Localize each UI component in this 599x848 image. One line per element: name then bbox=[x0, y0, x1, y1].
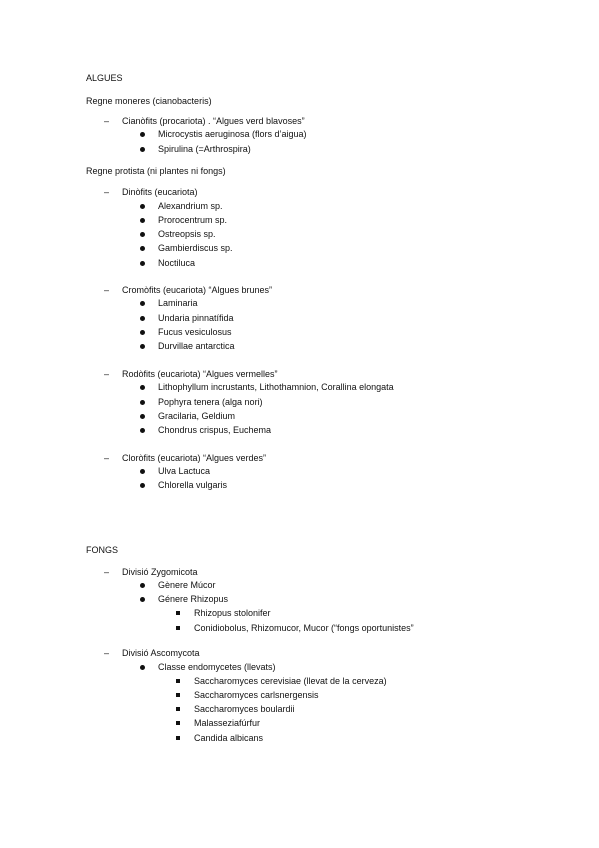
list-item: Undaria pinnatífida bbox=[158, 313, 234, 323]
dash-marker bbox=[104, 567, 109, 578]
square-bullet-icon bbox=[176, 721, 180, 725]
sub-list-item: Rhizopus stolonifer bbox=[194, 608, 271, 618]
list-item: Fucus vesiculosus bbox=[158, 327, 232, 337]
bullet-icon bbox=[140, 301, 145, 306]
sub-list-item: Candida albicans bbox=[194, 733, 264, 743]
group-label-rodofits: Rodòfits (eucariota) “Algues vermelles” bbox=[122, 369, 278, 379]
bullet-icon bbox=[140, 414, 145, 419]
group-label-zygomicota: Divisió Zygomicota bbox=[122, 567, 198, 577]
bullet-icon bbox=[140, 261, 145, 266]
square-bullet-icon bbox=[176, 693, 180, 697]
section-heading-algues: ALGUES bbox=[86, 73, 123, 83]
bullet-icon bbox=[140, 665, 145, 670]
section-heading-fongs: FONGS bbox=[86, 545, 119, 555]
list-item: Durvillae antarctica bbox=[158, 341, 235, 351]
list-item: Microcystis aeruginosa (flors d’aigua) bbox=[158, 129, 307, 139]
square-bullet-icon bbox=[176, 707, 180, 711]
bullet-icon bbox=[140, 218, 145, 223]
bullet-icon bbox=[140, 132, 145, 137]
list-item: Noctiluca bbox=[158, 258, 196, 268]
list-item: Ostreopsis sp. bbox=[158, 229, 216, 239]
kingdom-heading-protista: Regne protista (ni plantes ni fongs) bbox=[86, 166, 226, 176]
list-item: Alexandrium sp. bbox=[158, 201, 223, 211]
square-bullet-icon bbox=[176, 611, 180, 615]
list-item: Chondrus crispus, Euchema bbox=[158, 425, 272, 435]
square-bullet-icon bbox=[176, 679, 180, 683]
group-label-dinofits: Dinòfits (eucariota) bbox=[122, 187, 198, 197]
bullet-icon bbox=[140, 232, 145, 237]
list-item: Gambierdiscus sp. bbox=[158, 243, 233, 253]
dash-marker bbox=[104, 369, 109, 380]
bullet-icon bbox=[140, 385, 145, 390]
bullet-icon bbox=[140, 246, 145, 251]
list-item: Prorocentrum sp. bbox=[158, 215, 228, 225]
group-label-cianofits: Cianòfits (procariota) . “Algues verd blavoses” bbox=[122, 116, 305, 126]
list-item: Spirulina (=Arthrospira) bbox=[158, 144, 251, 154]
kingdom-heading-moneres: Regne moneres (cianobacteris) bbox=[86, 96, 212, 106]
square-bullet-icon bbox=[176, 736, 180, 740]
list-item: Chlorella vulgaris bbox=[158, 480, 228, 490]
group-label-cromofits: Cromòfits (eucariota) “Algues brunes” bbox=[122, 285, 273, 295]
sub-list-item: Malasseziafúrfur bbox=[194, 718, 261, 728]
list-item: Gracilaria, Geldium bbox=[158, 411, 236, 421]
bullet-icon bbox=[140, 469, 145, 474]
bullet-icon bbox=[140, 597, 145, 602]
square-bullet-icon bbox=[176, 626, 180, 630]
group-label-ascomycota: Divisió Ascomycota bbox=[122, 648, 200, 658]
dash-marker bbox=[104, 116, 109, 127]
dash-marker bbox=[104, 187, 109, 198]
bullet-icon bbox=[140, 344, 145, 349]
sub-list-item: Saccharomyces boulardii bbox=[194, 704, 295, 714]
bullet-icon bbox=[140, 204, 145, 209]
bullet-icon bbox=[140, 147, 145, 152]
sub-list-item: Conidiobolus, Rhizomucor, Mucor (“fongs oportunistes” bbox=[194, 623, 414, 633]
list-item: Gènere Múcor bbox=[158, 580, 216, 590]
list-item: Lithophyllum incrustants, Lithothamnion, Corallina elongata bbox=[158, 382, 394, 392]
list-item: Ulva Lactuca bbox=[158, 466, 211, 476]
sub-list-item: Saccharomyces carlsnergensis bbox=[194, 690, 319, 700]
list-item: Laminaria bbox=[158, 298, 198, 308]
list-item: Génere Rhizopus bbox=[158, 594, 229, 604]
bullet-icon bbox=[140, 316, 145, 321]
dash-marker bbox=[104, 285, 109, 296]
list-item: Pophyra tenera (alga nori) bbox=[158, 397, 263, 407]
sub-list-item: Saccharomyces cerevisiae (llevat de la cerveza) bbox=[194, 676, 387, 686]
bullet-icon bbox=[140, 483, 145, 488]
bullet-icon bbox=[140, 428, 145, 433]
bullet-icon bbox=[140, 583, 145, 588]
dash-marker bbox=[104, 648, 109, 659]
bullet-icon bbox=[140, 330, 145, 335]
bullet-icon bbox=[140, 400, 145, 405]
dash-marker bbox=[104, 453, 109, 464]
list-item: Classe endomycetes (llevats) bbox=[158, 662, 276, 672]
group-label-clorofits: Cloròfits (eucariota) “Algues verdes” bbox=[122, 453, 267, 463]
